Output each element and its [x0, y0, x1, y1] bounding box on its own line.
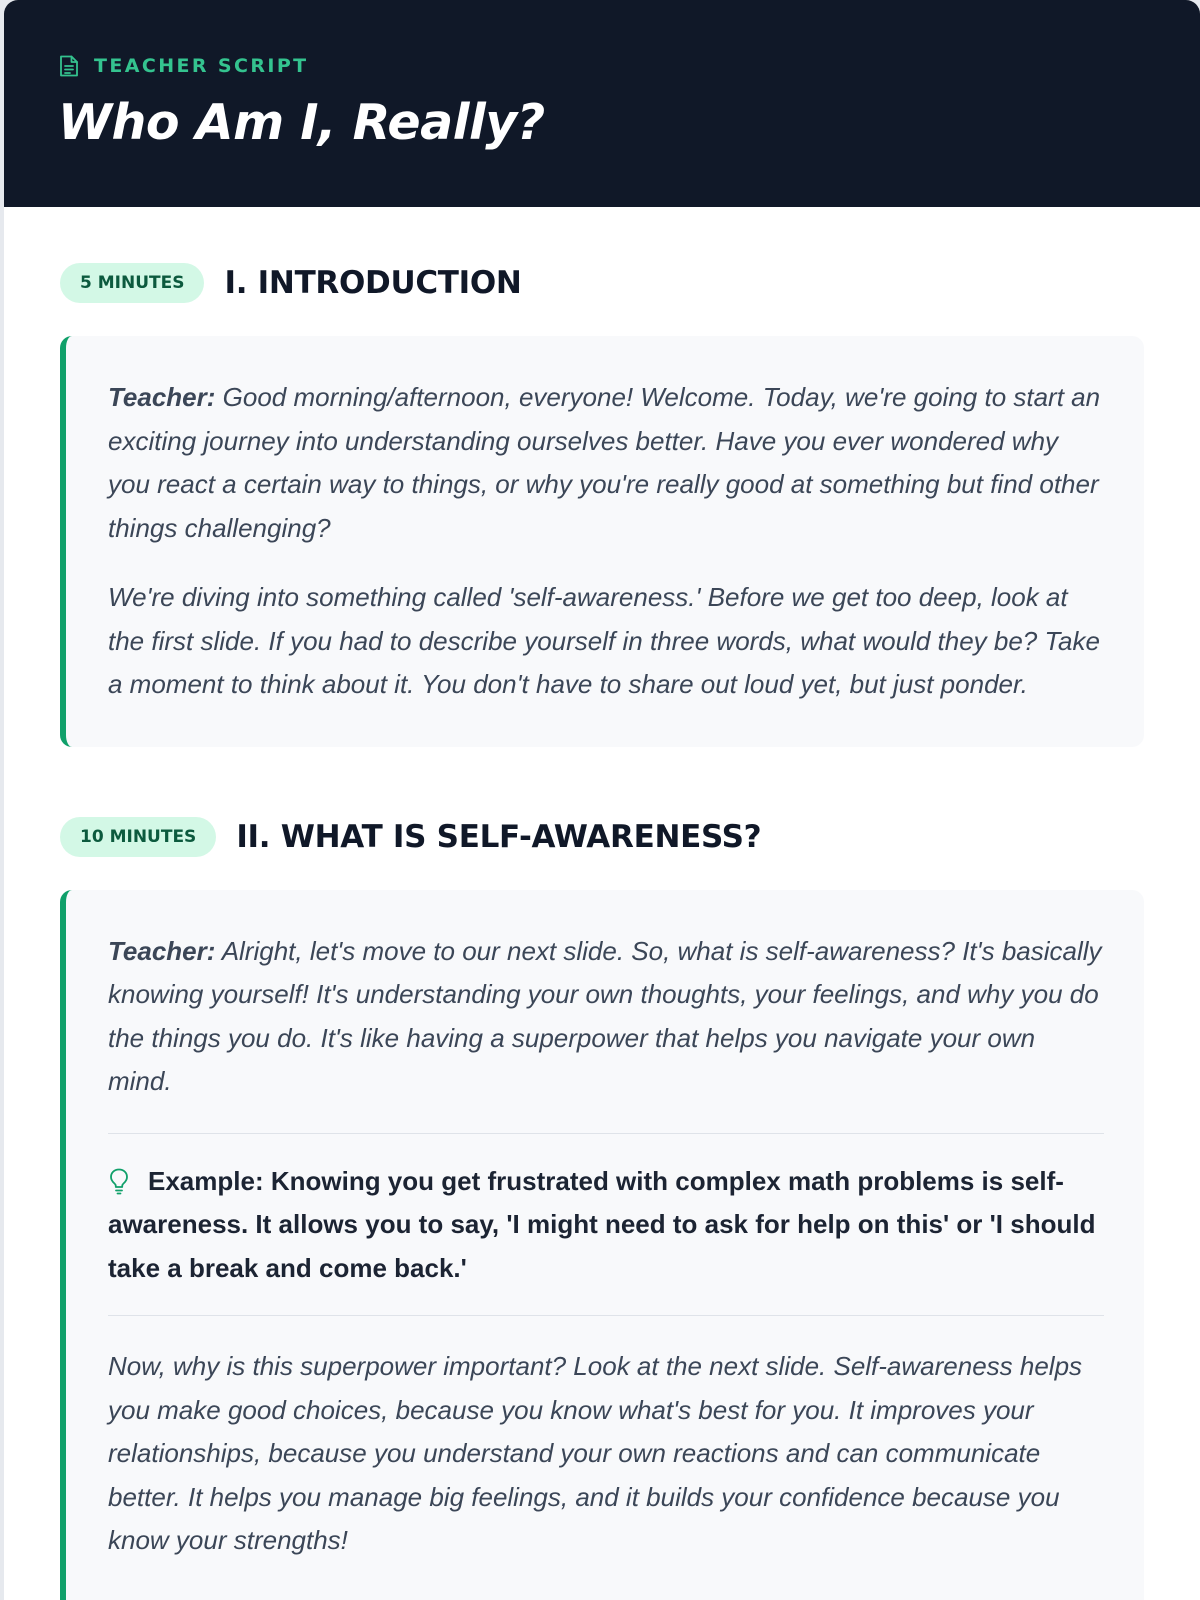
script-box [60, 336, 1144, 747]
script-paragraph [108, 930, 1104, 1104]
example-text: Example: Knowing you get frustrated with complex math problems is self-awareness. It allows you to say, 'I might need to ask for help on this' or 'I should take a break and come back.' [108, 1165, 1096, 1283]
paragraph-text: Alright, let's move to our next slide. So, what is self-awareness? It's basically knowing yourself! It's understanding your own thoughts, your feelings, and why you do the things you do. It's like having a superpower that helps you navigate your own mind. [108, 935, 1102, 1096]
section-heading [60, 263, 1144, 303]
script-box [60, 890, 1144, 1600]
script-paragraph [108, 376, 1104, 550]
lightbulb-icon [108, 1167, 130, 1195]
paragraph-text: Now, why is this superpower important? Look at the next slide. Self-awareness helps you make good choices, because you know what's best for you. It improves your relationships, because you understand your own reactions and can communicate better. It helps you manage big feelings, and it builds your confidence because you know your strengths! [108, 1351, 1083, 1555]
paragraph-text: Good morning/afternoon, everyone! Welcome. Today, we're going to start an exciting journey into understanding ourselves better. Have you ever wondered why you react a certain way to things, or why you're really good at something but find other things challenging? [108, 382, 1101, 543]
section-introduction [60, 263, 1144, 747]
duration-badge: 10 MINUTES [60, 817, 216, 857]
script-paragraph [108, 1345, 1104, 1563]
section-what-is-self-awareness [60, 817, 1144, 1600]
paragraph-text: We're diving into something called 'self-awareness.' Before we get too deep, look at the first slide. If you had to describe yourself in three words, what would they be? Take a moment to think about it. You don't have to share out loud yet, but just ponder. [108, 582, 1100, 699]
page-title: Who Am I, Really? [58, 94, 545, 151]
example-callout [108, 1133, 1104, 1317]
speaker-label: Teacher: [108, 382, 216, 412]
duration-badge: 5 MINUTES [60, 263, 204, 303]
header-eyebrow: TEACHER SCRIPT [94, 55, 309, 77]
section-title: II. WHAT IS SELF-AWARENESS? [236, 818, 762, 855]
document-icon [58, 54, 80, 78]
script-content [4, 207, 1200, 1600]
speaker-label: Teacher: [108, 935, 216, 966]
script-paragraph [108, 576, 1104, 707]
section-heading [60, 817, 1144, 857]
script-page [4, 0, 1200, 1600]
header-eyebrow-row [58, 54, 1200, 78]
page-header [4, 0, 1200, 207]
section-title: I. INTRODUCTION [224, 265, 522, 301]
